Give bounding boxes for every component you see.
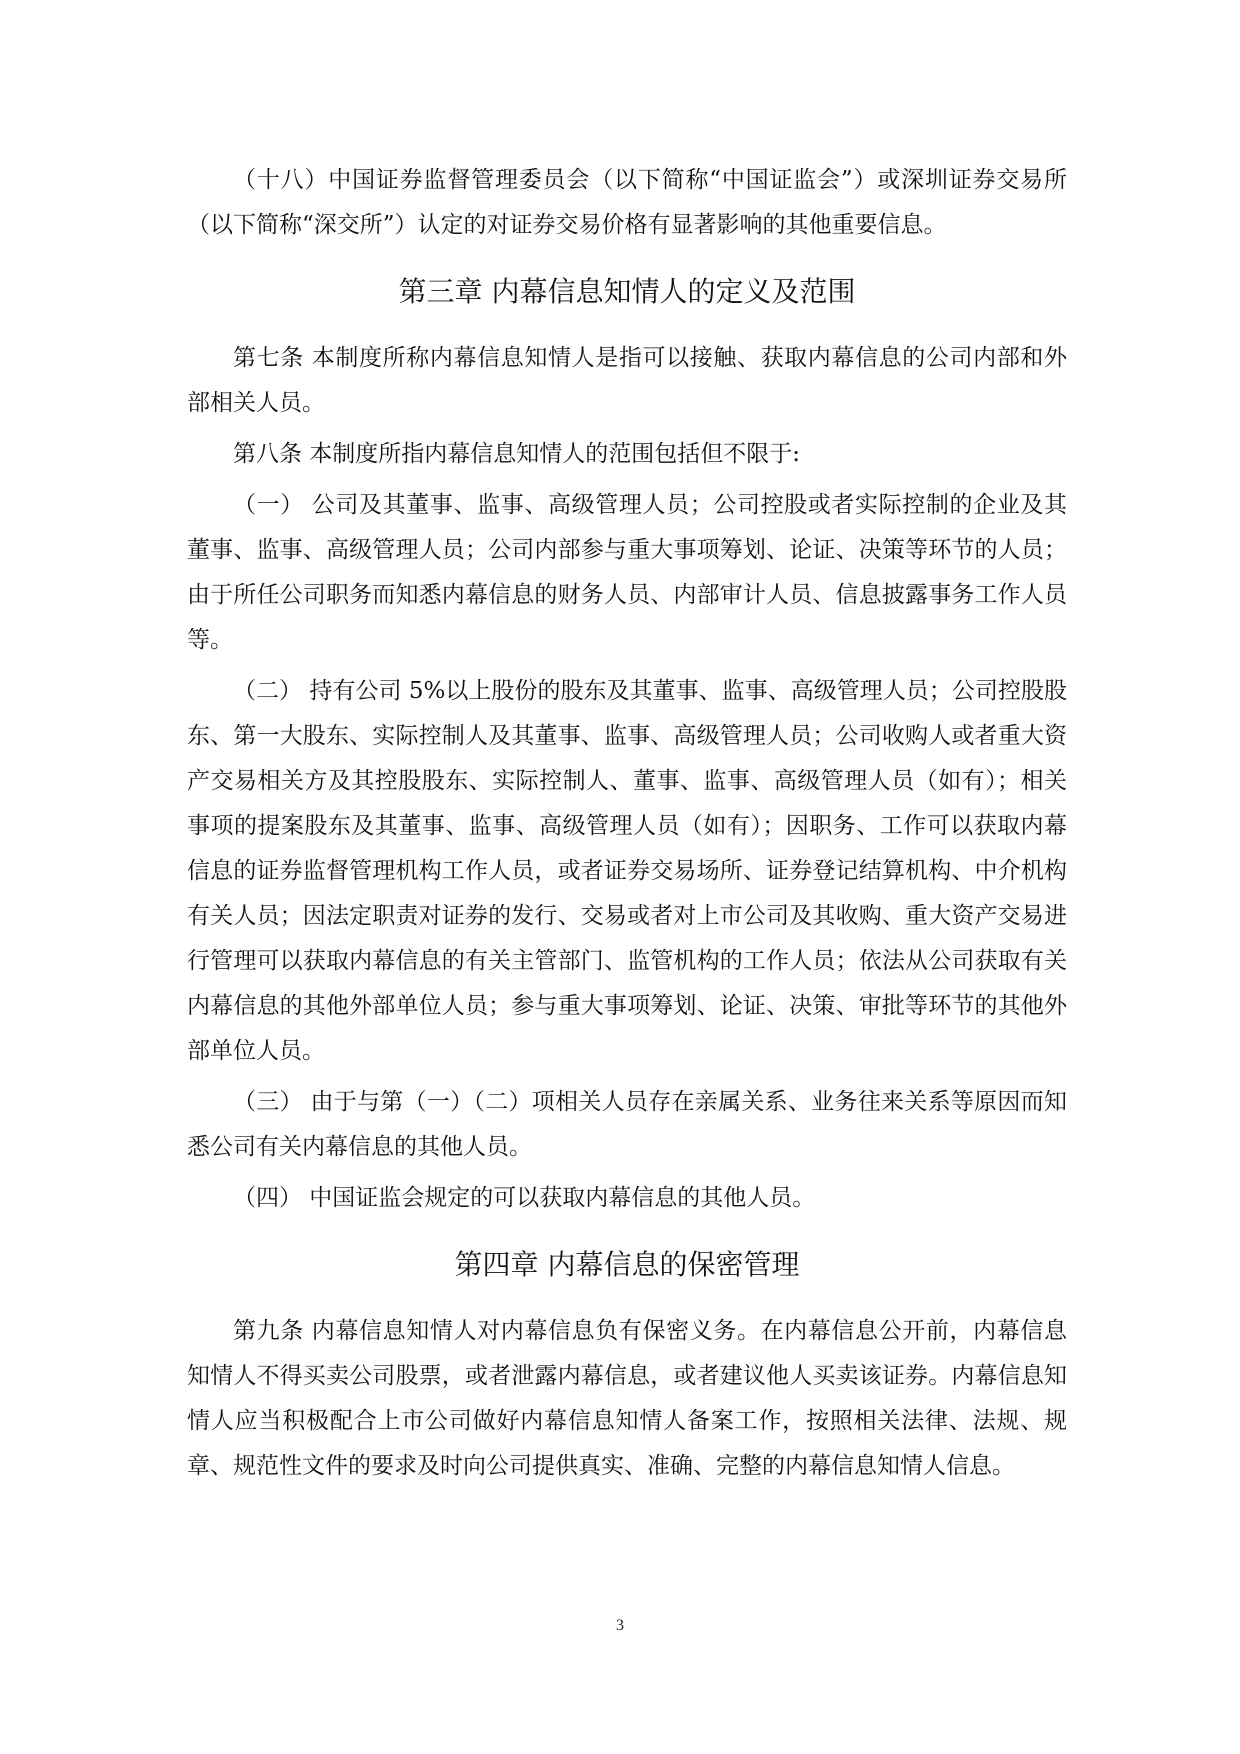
article-8-item-3: （三） 由于与第（一）（二）项相关人员存在亲属关系、业务往来关系等原因而知悉公司有关内幕信息的其他人员。 xyxy=(187,1089,1067,1160)
article-7: 第七条 本制度所称内幕信息知情人是指可以接触、获取内幕信息的公司内部和外部相关人员。 xyxy=(187,345,1067,416)
article-9: 第九条 内幕信息知情人对内幕信息负有保密义务。在内幕信息公开前，内幕信息知情人不得买卖公司股票，或者泄露内幕信息，或者建议他人买卖该证券。内幕信息知情人应当积极配合上市公司做好内幕信息知情人备案工作，按照相关法律、法规、规章、规范性文件的要求及时向公司提供真实、准确、完整的内幕信息知情人信息。 xyxy=(187,1318,1067,1479)
chapter-3-title: 第三章 内幕信息知情人的定义及范围 xyxy=(398,275,856,308)
chapter-4-title: 第四章 内幕信息的保密管理 xyxy=(454,1248,800,1281)
article-8: 第八条 本制度所指内幕信息知情人的范围包括但不限于: xyxy=(233,441,801,467)
paragraph-item-18: （十八）中国证券监督管理委员会（以下简称“中国证监会”）或深圳证券交易所（以下简称“深交所”）认定的对证券交易价格有显著影响的其他重要信息。 xyxy=(187,167,1067,238)
page-number: 3 xyxy=(616,1617,624,1634)
document-body xyxy=(187,158,1067,1495)
article-8-item-4: （四） 中国证监会规定的可以获取内幕信息的其他人员。 xyxy=(233,1185,816,1211)
article-8-item-1: （一） 公司及其董事、监事、高级管理人员；公司控股或者实际控制的企业及其董事、监事、高级管理人员；公司内部参与重大事项筹划、论证、决策等环节的人员；由于所任公司职务而知悉内幕信息的财务人员、内部审计人员、信息披露事务工作人员等。 xyxy=(187,492,1067,653)
article-8-item-2: （二） 持有公司 5%以上股份的股东及其董事、监事、高级管理人员；公司控股股东、第一大股东、实际控制人及其董事、监事、高级管理人员；公司收购人或者重大资产交易相关方及其控股股东、实际控制人、董事、监事、高级管理人员（如有）；相关事项的提案股东及其董事、监事、高级管理人员（如有）；因职务、工作可以获取内幕信息的证券监督管理机构工作人员，或者证券交易场所、证券登记结算机构、中介机构有关人员；因法定职责对证券的发行、交易或者对上市公司及其收购、重大资产交易进行管理可以获取内幕信息的有关主管部门、监管机构的工作人员；依法从公司获取有关内幕信息的其他外部单位人员；参与重大事项筹划、论证、决策、审批等环节的其他外部单位人员。 xyxy=(187,678,1067,1064)
